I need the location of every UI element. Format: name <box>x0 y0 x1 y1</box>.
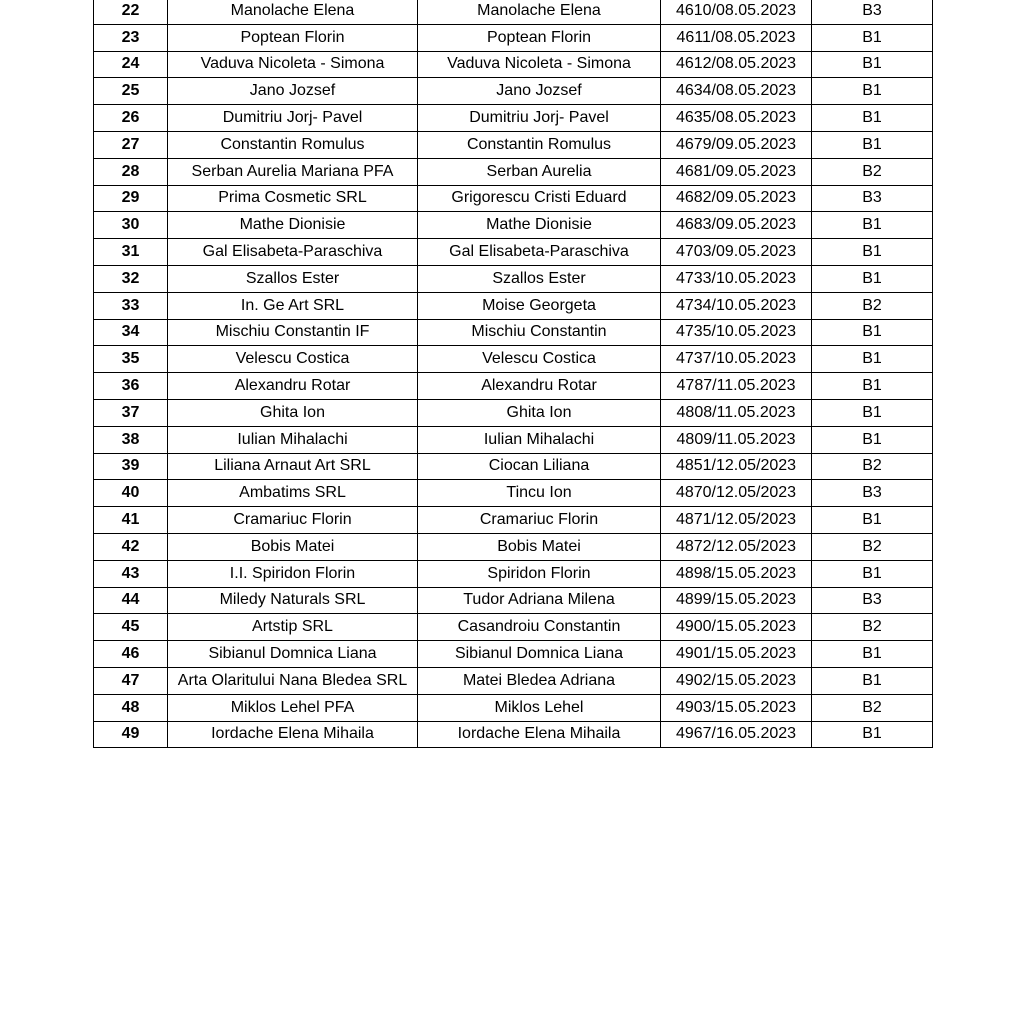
representative-cell: Iordache Elena Mihaila <box>418 721 661 748</box>
registration-number-cell: 4787/11.05.2023 <box>661 373 812 400</box>
row-number-cell: 28 <box>94 158 168 185</box>
representative-cell: Cramariuc Florin <box>418 507 661 534</box>
registration-number-cell: 4809/11.05.2023 <box>661 426 812 453</box>
representative-cell: Alexandru Rotar <box>418 373 661 400</box>
registration-number-cell: 4872/12.05/2023 <box>661 533 812 560</box>
row-number-cell: 41 <box>94 507 168 534</box>
table-row <box>94 78 933 105</box>
representative-cell: Dumitriu Jorj- Pavel <box>418 105 661 132</box>
row-number-cell: 39 <box>94 453 168 480</box>
beneficiary-cell: Gal Elisabeta-Paraschiva <box>168 239 418 266</box>
registration-number-cell: 4870/12.05/2023 <box>661 480 812 507</box>
row-number-cell: 36 <box>94 373 168 400</box>
table-row <box>94 614 933 641</box>
representative-cell: Manolache Elena <box>418 0 661 24</box>
registration-number-cell: 4610/08.05.2023 <box>661 0 812 24</box>
category-cell: B1 <box>812 399 933 426</box>
row-number-cell: 33 <box>94 292 168 319</box>
beneficiary-cell: Prima Cosmetic SRL <box>168 185 418 212</box>
representative-cell: Miklos Lehel <box>418 694 661 721</box>
table-row <box>94 0 933 24</box>
category-cell: B1 <box>812 721 933 748</box>
registration-number-cell: 4901/15.05.2023 <box>661 641 812 668</box>
representative-cell: Matei Bledea Adriana <box>418 667 661 694</box>
registration-number-cell: 4808/11.05.2023 <box>661 399 812 426</box>
registration-number-cell: 4612/08.05.2023 <box>661 51 812 78</box>
category-cell: B2 <box>812 453 933 480</box>
beneficiary-cell: Artstip SRL <box>168 614 418 641</box>
table-row <box>94 373 933 400</box>
registration-number-cell: 4902/15.05.2023 <box>661 667 812 694</box>
representative-cell: Constantin Romulus <box>418 131 661 158</box>
row-number-cell: 35 <box>94 346 168 373</box>
category-cell: B3 <box>812 185 933 212</box>
representative-cell: Mathe Dionisie <box>418 212 661 239</box>
category-cell: B1 <box>812 373 933 400</box>
table-row <box>94 694 933 721</box>
table-row <box>94 560 933 587</box>
beneficiary-cell: In. Ge Art SRL <box>168 292 418 319</box>
category-cell: B1 <box>812 319 933 346</box>
category-cell: B1 <box>812 641 933 668</box>
registration-number-cell: 4899/15.05.2023 <box>661 587 812 614</box>
row-number-cell: 22 <box>94 0 168 24</box>
representative-cell: Bobis Matei <box>418 533 661 560</box>
beneficiary-cell: Velescu Costica <box>168 346 418 373</box>
registration-number-cell: 4903/15.05.2023 <box>661 694 812 721</box>
table-row <box>94 346 933 373</box>
registration-number-cell: 4871/12.05/2023 <box>661 507 812 534</box>
beneficiary-cell: Mischiu Constantin IF <box>168 319 418 346</box>
representative-cell: Vaduva Nicoleta - Simona <box>418 51 661 78</box>
row-number-cell: 48 <box>94 694 168 721</box>
row-number-cell: 42 <box>94 533 168 560</box>
row-number-cell: 26 <box>94 105 168 132</box>
representative-cell: Grigorescu Cristi Eduard <box>418 185 661 212</box>
category-cell: B1 <box>812 131 933 158</box>
category-cell: B1 <box>812 239 933 266</box>
row-number-cell: 27 <box>94 131 168 158</box>
representative-cell: Tincu Ion <box>418 480 661 507</box>
category-cell: B1 <box>812 24 933 51</box>
beneficiary-cell: Serban Aurelia Mariana PFA <box>168 158 418 185</box>
row-number-cell: 29 <box>94 185 168 212</box>
registry-table <box>93 0 933 748</box>
table-row <box>94 667 933 694</box>
representative-cell: Velescu Costica <box>418 346 661 373</box>
representative-cell: Serban Aurelia <box>418 158 661 185</box>
beneficiary-cell: Vaduva Nicoleta - Simona <box>168 51 418 78</box>
table-row <box>94 507 933 534</box>
category-cell: B3 <box>812 587 933 614</box>
category-cell: B1 <box>812 560 933 587</box>
representative-cell: Mischiu Constantin <box>418 319 661 346</box>
row-number-cell: 24 <box>94 51 168 78</box>
row-number-cell: 31 <box>94 239 168 266</box>
representative-cell: Tudor Adriana Milena <box>418 587 661 614</box>
registration-number-cell: 4735/10.05.2023 <box>661 319 812 346</box>
category-cell: B3 <box>812 480 933 507</box>
registration-number-cell: 4967/16.05.2023 <box>661 721 812 748</box>
category-cell: B3 <box>812 0 933 24</box>
category-cell: B1 <box>812 78 933 105</box>
representative-cell: Jano Jozsef <box>418 78 661 105</box>
registration-number-cell: 4898/15.05.2023 <box>661 560 812 587</box>
table-row <box>94 426 933 453</box>
table-row <box>94 24 933 51</box>
beneficiary-cell: Miledy Naturals SRL <box>168 587 418 614</box>
table-row <box>94 533 933 560</box>
representative-cell: Szallos Ester <box>418 265 661 292</box>
row-number-cell: 45 <box>94 614 168 641</box>
representative-cell: Poptean Florin <box>418 24 661 51</box>
representative-cell: Moise Georgeta <box>418 292 661 319</box>
beneficiary-cell: Jano Jozsef <box>168 78 418 105</box>
category-cell: B1 <box>812 426 933 453</box>
registration-number-cell: 4851/12.05/2023 <box>661 453 812 480</box>
beneficiary-cell: Liliana Arnaut Art SRL <box>168 453 418 480</box>
category-cell: B1 <box>812 105 933 132</box>
row-number-cell: 32 <box>94 265 168 292</box>
beneficiary-cell: Iordache Elena Mihaila <box>168 721 418 748</box>
registration-number-cell: 4734/10.05.2023 <box>661 292 812 319</box>
registration-number-cell: 4733/10.05.2023 <box>661 265 812 292</box>
row-number-cell: 44 <box>94 587 168 614</box>
category-cell: B1 <box>812 507 933 534</box>
beneficiary-cell: Szallos Ester <box>168 265 418 292</box>
registration-number-cell: 4634/08.05.2023 <box>661 78 812 105</box>
registration-number-cell: 4611/08.05.2023 <box>661 24 812 51</box>
registration-number-cell: 4681/09.05.2023 <box>661 158 812 185</box>
beneficiary-cell: Mathe Dionisie <box>168 212 418 239</box>
beneficiary-cell: Manolache Elena <box>168 0 418 24</box>
row-number-cell: 23 <box>94 24 168 51</box>
table-row <box>94 131 933 158</box>
registration-number-cell: 4900/15.05.2023 <box>661 614 812 641</box>
category-cell: B1 <box>812 346 933 373</box>
representative-cell: Gal Elisabeta-Paraschiva <box>418 239 661 266</box>
representative-cell: Casandroiu Constantin <box>418 614 661 641</box>
table-row <box>94 212 933 239</box>
row-number-cell: 43 <box>94 560 168 587</box>
beneficiary-cell: Ghita Ion <box>168 399 418 426</box>
representative-cell: Ciocan Liliana <box>418 453 661 480</box>
beneficiary-cell: Alexandru Rotar <box>168 373 418 400</box>
row-number-cell: 37 <box>94 399 168 426</box>
beneficiary-cell: Arta Olaritului Nana Bledea SRL <box>168 667 418 694</box>
row-number-cell: 34 <box>94 319 168 346</box>
row-number-cell: 49 <box>94 721 168 748</box>
beneficiary-cell: Ambatims SRL <box>168 480 418 507</box>
table-row <box>94 721 933 748</box>
category-cell: B1 <box>812 51 933 78</box>
table-row <box>94 292 933 319</box>
category-cell: B1 <box>812 667 933 694</box>
beneficiary-cell: Cramariuc Florin <box>168 507 418 534</box>
beneficiary-cell: Sibianul Domnica Liana <box>168 641 418 668</box>
beneficiary-cell: I.I. Spiridon Florin <box>168 560 418 587</box>
table-row <box>94 158 933 185</box>
table-row <box>94 185 933 212</box>
registration-number-cell: 4683/09.05.2023 <box>661 212 812 239</box>
beneficiary-cell: Constantin Romulus <box>168 131 418 158</box>
beneficiary-cell: Bobis Matei <box>168 533 418 560</box>
registration-number-cell: 4679/09.05.2023 <box>661 131 812 158</box>
category-cell: B2 <box>812 694 933 721</box>
registry-table-body <box>94 0 933 748</box>
registration-number-cell: 4703/09.05.2023 <box>661 239 812 266</box>
table-row <box>94 453 933 480</box>
table-row <box>94 265 933 292</box>
table-row <box>94 480 933 507</box>
table-row <box>94 319 933 346</box>
table-row <box>94 641 933 668</box>
category-cell: B1 <box>812 265 933 292</box>
category-cell: B2 <box>812 533 933 560</box>
row-number-cell: 30 <box>94 212 168 239</box>
row-number-cell: 47 <box>94 667 168 694</box>
table-row <box>94 51 933 78</box>
table-row <box>94 239 933 266</box>
category-cell: B2 <box>812 292 933 319</box>
row-number-cell: 40 <box>94 480 168 507</box>
representative-cell: Sibianul Domnica Liana <box>418 641 661 668</box>
table-row <box>94 105 933 132</box>
registration-number-cell: 4682/09.05.2023 <box>661 185 812 212</box>
row-number-cell: 38 <box>94 426 168 453</box>
registration-number-cell: 4737/10.05.2023 <box>661 346 812 373</box>
beneficiary-cell: Miklos Lehel PFA <box>168 694 418 721</box>
table-row <box>94 587 933 614</box>
beneficiary-cell: Iulian Mihalachi <box>168 426 418 453</box>
beneficiary-cell: Dumitriu Jorj- Pavel <box>168 105 418 132</box>
representative-cell: Iulian Mihalachi <box>418 426 661 453</box>
representative-cell: Ghita Ion <box>418 399 661 426</box>
category-cell: B2 <box>812 614 933 641</box>
row-number-cell: 25 <box>94 78 168 105</box>
table-row <box>94 399 933 426</box>
beneficiary-cell: Poptean Florin <box>168 24 418 51</box>
row-number-cell: 46 <box>94 641 168 668</box>
registration-number-cell: 4635/08.05.2023 <box>661 105 812 132</box>
category-cell: B2 <box>812 158 933 185</box>
category-cell: B1 <box>812 212 933 239</box>
representative-cell: Spiridon Florin <box>418 560 661 587</box>
